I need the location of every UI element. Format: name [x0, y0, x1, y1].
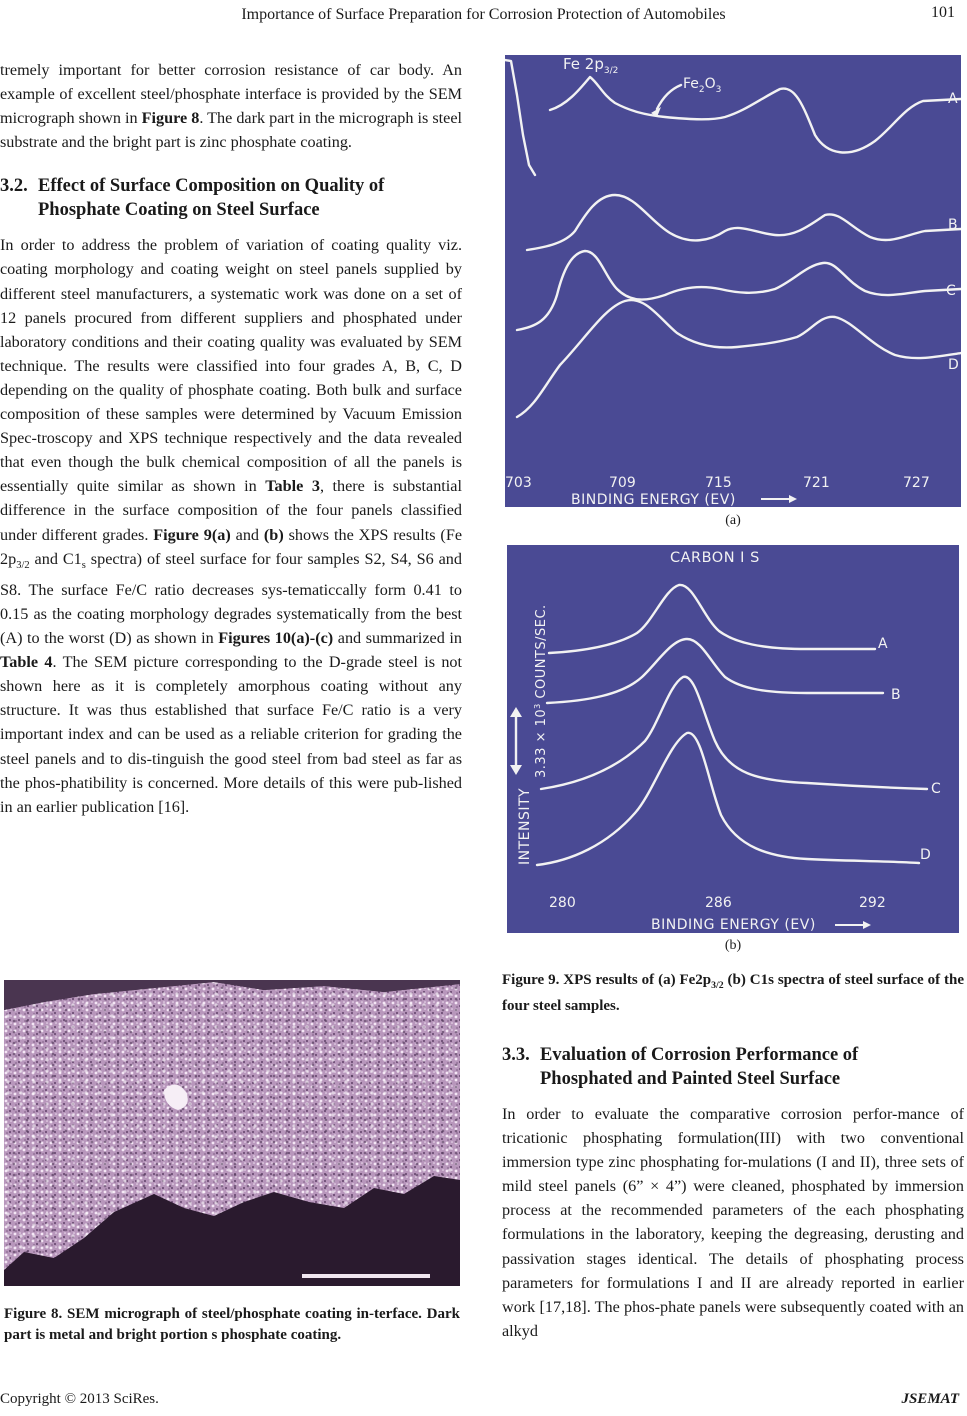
chart-title: CARBON I S [670, 550, 760, 566]
curve-b [527, 195, 961, 250]
right-column-text [502, 970, 964, 1343]
figure-9b-xps-c1s [507, 545, 959, 933]
fe2o3-pointer-arrow [657, 85, 681, 109]
paragraph-intro: tremely important for better corrosion resistance of car body. An example of excellent steel/phosphate interface is provided by the SEM micrograph shown in Figure 8. The dark part in the micrograph is steel substrate and the bright part is zinc phosphate coating. [0, 61, 462, 152]
c1s-label-a: A [878, 636, 888, 652]
fe2o3-label: $Fe_2O_3$ [683, 76, 722, 95]
fe-peak-label: Fe $2p_{3/2}$ [563, 55, 619, 76]
y-axis-label-counts: $3.33 \times 10^3$ COUNTS/SEC. [533, 604, 549, 778]
c1s-label-b: B [891, 687, 901, 703]
figure-9a-plot [505, 55, 961, 507]
x-tick-286: 286 [705, 895, 732, 911]
paragraph-corrosion-evaluation: In order to evaluate the comparative corrosion perfor-mance of tricationic phosphating formulation(III) with two conventional immersion type zinc phosphating for-mulations (I and II), three sets of mild steel panels (6” × 4”) were cleaned, phosphated by immersion process at the recommended parameters of the each phosphating formulations in the laboratory, keeping the degreasing, derusting and passivation stages identical. The details of phosphating process parameters for formulations I and II are already reported in earlier work [17,18]. The phos-phate panels were subsequently coated with an alkyd [502, 1105, 964, 1340]
page-number: 101 [931, 4, 955, 21]
figure-8-sem-micrograph [4, 980, 460, 1286]
curve-label-a: A [948, 91, 958, 107]
c1s-label-d: D [920, 847, 931, 863]
arrow-down-head [510, 765, 522, 775]
x-tick-709: 709 [609, 475, 636, 491]
c1s-label-c: C [931, 781, 941, 797]
x-tick-703: 703 [505, 475, 532, 491]
x-axis-label: BINDING ENERGY (EV) [651, 917, 816, 933]
figure-9a-sublabel: (a) [725, 513, 741, 528]
paragraph-surface-composition: In order to address the problem of variation of coating quality viz. coating morphology and coating weight on steel panels supplied by different steel manufacturers, a systematic work was done on a set of 12 panels procured from different suppliers and phosphated under laboratory conditions and their coating quality was evaluated by SEM technique. The results were classified into four grades A, B, C, D depending on the quality of phosphate coating. Both bulk and surface composition of these samples were determined by Vacuum Emission Spec-troscopy and XPS technique respectively and the data revealed that even though the bulk chemical composition of all the panels is essentially quite similar as shown in Table 3, there is substantial difference in the surface composition of the four panels classified under different grades. Figure 9(a) and (b) shows the XPS results (Fe $2p_{3/2}$ and $C1_s$ spectra) of steel surface for four samples S2, S4, S6 and S8. The surface Fe/C ratio decreases sys-tematiccally form 0.41 to 0.15 as the coating morphology degrades systematically from the best (A) to the worst (D) as shown in Figures 10(a)-(c) and summarized in Table 4. The SEM picture corresponding to the D-grade steel is not shown here as it is completely amorphous coating without any structure. It was thus established that surface Fe/C ratio is a very important index and can be used as a reliable criterion for grading the steel panels and to dis-tinguish the good steel from bad steel as far as the phos-phatibility is concerned. More details of this were pub-lished in an earlier publication [16]. [0, 236, 463, 816]
axis-left-edge [505, 60, 535, 175]
curve-c [517, 251, 961, 330]
left-column [0, 58, 462, 819]
section-number: 3.3. [502, 1045, 530, 1065]
c1s-curve-d [537, 733, 919, 865]
x-axis-arrow [863, 921, 871, 929]
curve-a [550, 77, 961, 152]
figure-9a-xps-fe2p [505, 55, 961, 507]
figure-9b-plot [507, 545, 959, 933]
c1s-curve-a [549, 585, 875, 653]
curve-d [517, 300, 961, 417]
sem-micrograph-image [4, 980, 460, 1286]
x-tick-292: 292 [859, 895, 886, 911]
x-tick-715: 715 [705, 475, 732, 491]
x-tick-721: 721 [803, 475, 830, 491]
footer-copyright: Copyright © 2013 SciRes. [0, 1391, 159, 1407]
section-number: 3.2. [0, 176, 28, 197]
figure-9-caption: Figure 9. XPS results of (a) $Fe2p_{3/2}$ (b) C1s spectra of steel surface of the four steel samples. [502, 972, 964, 1014]
running-title: Importance of Surface Preparation for Corrosion Protection of Automobiles [241, 6, 726, 23]
y-axis-label-intensity: INTENSITY [517, 787, 533, 865]
curve-label-d: D [948, 357, 959, 373]
figure-8-caption: Figure 8. SEM micrograph of steel/phosphate coating in-terface. Dark part is metal and bright portion s phosphate coating. [4, 1306, 460, 1343]
section-3-3-heading: 3.3. Evaluation of Corrosion Performance of Phosphated and Painted Steel Surface [502, 1045, 859, 1089]
footer-journal: JSEMAT [901, 1391, 959, 1407]
x-axis-label: BINDING ENERGY (EV) [571, 492, 736, 507]
figure-9b-sublabel: (b) [724, 938, 742, 953]
curve-label-b: B [948, 217, 958, 233]
arrow-up-head [510, 707, 522, 717]
curve-label-c: C [946, 283, 956, 299]
x-tick-280: 280 [549, 895, 576, 911]
section-3-2-heading: 3.2. Effect of Surface Composition on Quality of Phosphate Coating on Steel Surface [0, 176, 385, 221]
x-tick-727: 727 [903, 475, 930, 491]
